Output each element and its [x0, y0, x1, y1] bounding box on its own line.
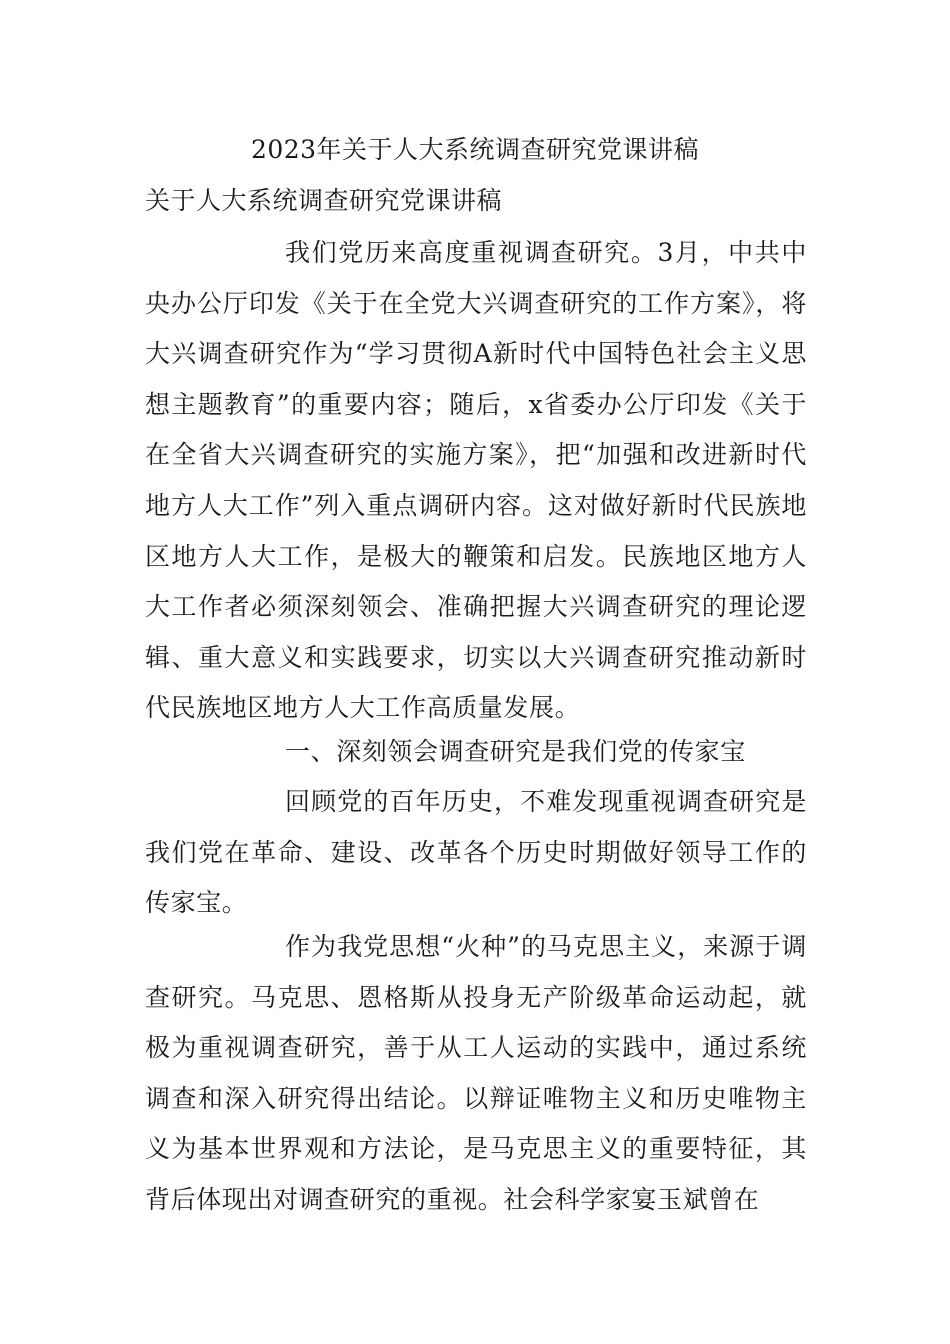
document-subtitle: 关于人大系统调查研究党课讲稿 [145, 186, 503, 215]
paragraph-history: 回顾党的百年历史，不难发现重视调查研究是我们党在革命、建设、改革各个历史时期做好领导工作的传家宝。 [145, 787, 807, 918]
paragraph-marxism: 作为我党思想“火种”的马克思主义，来源于调查研究。马克思、恩格斯从投身无产阶级革命运动起，就极为重视调查研究，善于从工人运动的实践中，通过系统调查和深入研究得出结论。以辩证唯物主义和历史唯物主义为基本世界观和方法论，是马克思主义的重要特征，其背后体现出对调查研究的重视。社会科学家宴玉斌曾在 [145, 932, 807, 1214]
section-heading-1: 一、深刻领会调查研究是我们党的传家宝 [285, 737, 746, 766]
paragraph-intro: 我们党历来高度重视调查研究。3月，中共中央办公厅印发《关于在全党大兴调查研究的工作方案》，将大兴调查研究作为“学习贯彻A新时代中国特色社会主义思想主题教育”的重要内容；随后，x省委办公厅印发《关于在全省大兴调查研究的实施方案》，把“加强和改进新时代地方人大工作”列入重点调研内容。这对做好新时代民族地区地方人大工作，是极大的鞭策和启发。民族地区地方人大工作者必须深刻领会、准确把握大兴调查研究的理论逻辑、重大意义和实践要求，切实以大兴调查研究推动新时代民族地区地方人大工作高质量发展。 [145, 238, 807, 723]
document-title: 2023年关于人大系统调查研究党课讲稿 [250, 135, 700, 164]
